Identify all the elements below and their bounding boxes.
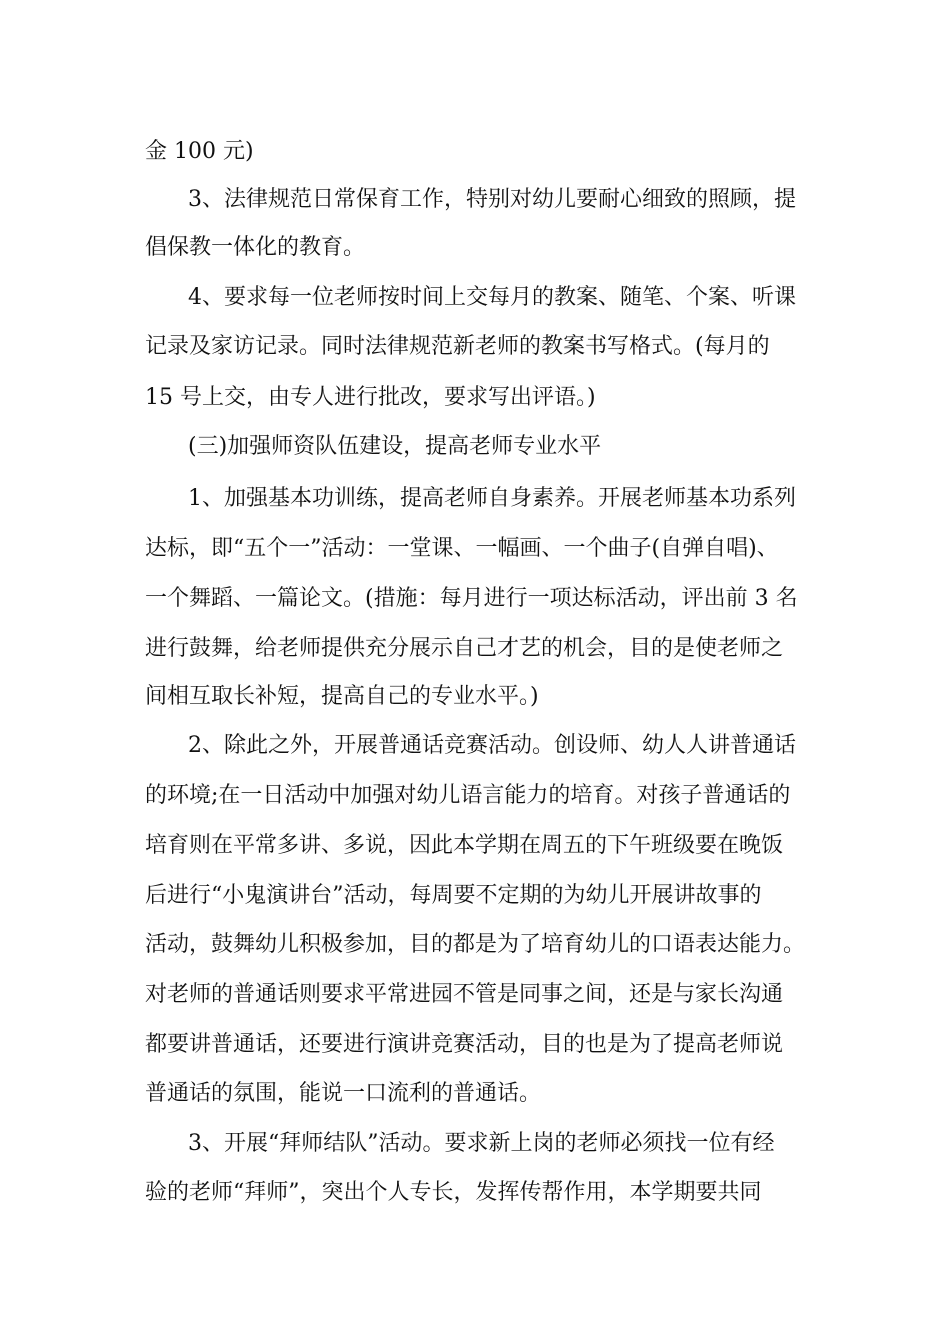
text-line: 普通话的氛围，能说一口流利的普通话。 xyxy=(145,1081,542,1106)
section-heading: (三)加强师资队伍建设，提高老师专业水平 xyxy=(188,434,602,459)
text-line: 一个舞蹈、一篇论文。(措施：每月进行一项达标活动，评出前 3 名 xyxy=(145,586,798,611)
paragraph-start-line: 4、要求每一位老师按时间上交每月的教案、随笔、个案、听课 xyxy=(188,285,796,310)
text-line: 间相互取长补短，提高自己的专业水平。) xyxy=(145,684,539,709)
paragraph-start-line: 2、除此之外，开展普通话竞赛活动。创设师、幼人人讲普通话 xyxy=(188,733,796,758)
text-line: 培育则在平常多讲、多说，因此本学期在周五的下午班级要在晚饭 xyxy=(145,833,784,858)
text-line: 的环境;在一日活动中加强对幼儿语言能力的培育。对孩子普通话的 xyxy=(145,783,791,808)
paragraph-start-line: 1、加强基本功训练，提高老师自身素养。开展老师基本功系列 xyxy=(188,486,796,511)
text-line: 后进行“小鬼演讲台”活动，每周要不定期的为幼儿开展讲故事的 xyxy=(145,883,762,908)
text-line: 对老师的普通话则要求平常进园不管是同事之间，还是与家长沟通 xyxy=(145,982,784,1007)
text-line: 都要讲普通话，还要进行演讲竞赛活动，目的也是为了提高老师说 xyxy=(145,1032,784,1057)
text-line: 记录及家访记录。同时法律规范新老师的教案书写格式。(每月的 xyxy=(145,334,770,359)
text-line: 倡保教一体化的教育。 xyxy=(145,235,366,260)
text-line: 金 100 元) xyxy=(145,139,254,164)
paragraph-start-line: 3、法律规范日常保育工作，特别对幼儿要耐心细致的照顾，提 xyxy=(188,187,796,212)
text-line: 15 号上交，由专人进行批改，要求写出评语。) xyxy=(145,385,596,410)
text-line: 活动，鼓舞幼儿积极参加，目的都是为了培育幼儿的口语表达能力。 xyxy=(145,932,806,957)
paragraph-start-line: 3、开展“拜师结队”活动。要求新上岗的老师必须找一位有经 xyxy=(188,1131,775,1156)
text-line: 验的老师“拜师”，突出个人专长，发挥传帮作用，本学期要共同 xyxy=(145,1180,762,1205)
text-line: 达标，即“五个一”活动：一堂课、一幅画、一个曲子(自弹自唱)、 xyxy=(145,536,779,561)
text-line: 进行鼓舞，给老师提供充分展示自己才艺的机会，目的是使老师之 xyxy=(145,636,784,661)
